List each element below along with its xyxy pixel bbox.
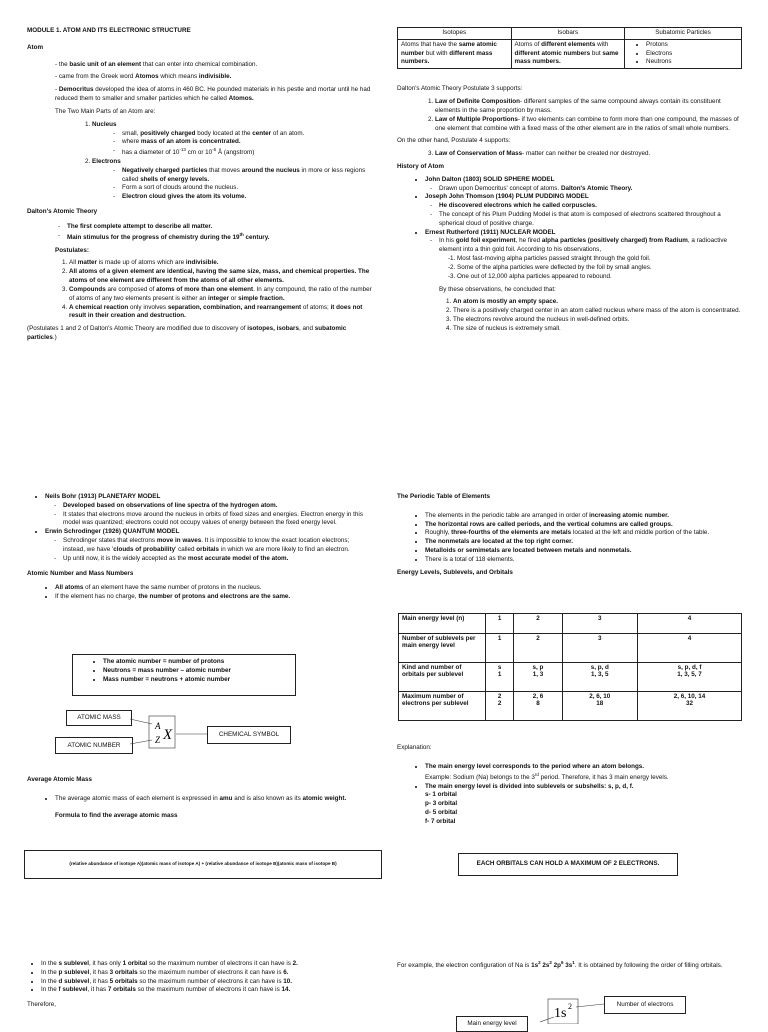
max-electrons-box: EACH ORBITALS CAN HOLD A MAXIMUM OF 2 ELECTRONS.	[458, 853, 678, 876]
page2-right-column	[397, 493, 742, 582]
postulates-list: 1. All matter is made up of atoms which are indivisible. 2. All atoms of a given element are identical, having the same size, mass, and chemical properties. The atoms of one element are different from the atoms of all other elements. 3. Compounds are composed of atoms of more than one element. In any compound, the ratio of the number of atoms of any two elements present is either an integer or simple fraction. 4. A chemical reaction only involves separation, combination, and rearrangement of atoms; it does not result in their creation and destruction.	[27, 259, 372, 321]
isobars-header: Isobars	[511, 28, 625, 40]
postulate3-intro: Dalton's Atomic Theory Postulate 3 supports:	[397, 85, 523, 93]
atomic-number-list: • All atoms of an element have the same number of protons in the nucleus. • If the element has no charge, the number of protons and electrons are the same.	[27, 584, 372, 602]
page1-left-column	[27, 27, 372, 347]
atomic-mass-label: ATOMIC MASS	[66, 710, 132, 726]
electrons-item: 2. Electrons - Negatively charged particles that moves around the nucleus in more or less regions called shells of energy levels. - Form a sort of clouds around the nucleus. - Electron cloud gives the atom its volume.	[92, 158, 372, 202]
dalton-heading: Dalton's Atomic Theory	[27, 208, 98, 216]
atom-parts-list	[27, 121, 372, 202]
module-title: MODULE 1. ATOM AND ITS ELECTRONIC STRUCTURE	[27, 27, 191, 34]
energy-levels-heading: Energy Levels, Sublevels, and Orbitals	[397, 568, 513, 576]
atomic-number-label: ATOMIC NUMBER	[55, 737, 133, 754]
isotopes-cell: Atoms that have the same atomic number but with different mass numbers.	[398, 39, 512, 68]
atomic-number-heading: Atomic Number and Mass Numbers	[27, 569, 134, 577]
average-mass-section	[27, 776, 372, 824]
atom-definition: - the basic unit of an element that can enter into chemical combination.	[55, 60, 258, 68]
energy-level-arrow	[540, 1017, 554, 1022]
isotopes-table	[397, 27, 742, 69]
conclusions-list: 1. An atom is mostly an empty space. 2. There is a positively charged center in an atom called nucleus where mass of the atom is concentrated. 3. The electrons revolve around the nucleus in well-defined orbits. 4. The size of nucleus is extremely small.	[397, 298, 742, 333]
number-of-electrons-label: Number of electrons	[604, 996, 686, 1014]
democritus-text: - Democritus developed the idea of atoms in 460 BC. He pounded materials in his pestle and mortar until he had reduced them to smaller and smaller particles which he called Atomos.	[55, 86, 371, 103]
models-list: • Neils Bohr (1913) PLANETARY MODEL - Developed based on observations of line spectra of the hydrogen atom. - It states that electrons move around the nucleus in orbits of fixed sizes and energies. Electron energy in this model was quantized; electrons could not occupy values of energy between the fixed energy level. • Erwin Schrodinger (1926) QUANTUM MODEL - Schrodinger states that electrons move in waves. It is impossible to know the exact location electrons; instead, we have 'clouds of probability' called orbitals in which we are more likely to find an electron. - Up until now, it is the widely accepted as the most accurate model of the atom.	[27, 493, 372, 564]
postulates-heading: Postulates:	[55, 246, 89, 254]
config-base: 1s	[554, 1006, 567, 1021]
element-symbol: X	[163, 727, 173, 743]
explanation-heading: Explanation:	[397, 744, 432, 751]
average-mass-formula-box: (relative abundance of isotope A)(atomic mass of isotope A) + (relative abundance of isotope B)(atomic mass of isotope B)	[24, 850, 382, 879]
therefore-text: Therefore,	[27, 1001, 57, 1009]
page3-left-column	[27, 960, 372, 1014]
mass-arrow	[130, 719, 152, 724]
energy-levels-table	[398, 613, 742, 721]
postulate4-intro: On the other hand, Postulate 4 supports:	[397, 137, 511, 145]
sublevel-list: • In the s sublevel, it has only 1 orbital so the maximum number of electrons it can have is 2. • In the p sublevel, it has 3 orbitals so the maximum number of electrons it can have is 6. • In the d sublevel, it has 5 orbitals so the maximum number of electrons it can have is 10. • In the f sublevel, it has 7 orbitals so the maximum number of electrons it can have is 14.	[27, 960, 372, 995]
explanation-list: • The main energy level corresponds to the period where an atom belongs. Example: Sodium (Na) belongs to the 3rd period. Therefore, it has 3 main energy levels. • The main energy level is divided into sublevels or subshells: s, p, d, f. s- 1 orbital p- 3 orbital d- 5 orbital f- 7 orbital	[397, 763, 742, 827]
atom-heading: Atom	[27, 43, 44, 51]
two-parts-intro: The Two Main Parts of an Atom are:	[55, 107, 156, 115]
number-arrow	[130, 740, 152, 744]
history-list: • John Dalton (1803) SOLID SPHERE MODEL - Drawn upon Democritus' concept of atoms. Dalton's Atomic Theory. • Joseph John Thomson (1904) PLUM PUDDING MODEL - He discovered electrons which he called corpuscles. - The concept of his Plum Pudding Model is that atom is composed of electrons scattered throughout a spherical cloud of positive charge. • Ernest Rutherford (1911) NUCLEAR MODEL - In his gold foil experiment, he fired alpha particles (positively charged) from Radium, a radioactive element into a thin gold foil. According to his observations, - 1. Most fast-moving alpha particles passed straight through the gold foil. - 2. Some of the alpha particles were deflected by the foil by small angles. - 3. One out of 12,000 alpha particles appeared to rebound.	[397, 176, 742, 282]
history-heading: History of Atom	[397, 162, 444, 170]
chemical-symbol-label: CHEMICAL SYMBOL	[207, 726, 291, 744]
average-mass-list: • The average atomic mass of each element is expressed in amu and is also known as its atomic weight.	[27, 795, 372, 804]
atomic-number-formula-box: • The atomic number = number of protons • Neutrons = mass number – atomic number • Mass number = neutrons + atomic number	[72, 654, 296, 696]
table-row: Main energy level (n) 1 2 3 4	[399, 614, 742, 634]
dalton-points: - The first complete attempt to describe all matter. - Main stimulus for the progress of chemistry during the 19th century.	[27, 223, 372, 243]
table-row: Number of sublevels per main energy level 1 2 3 4	[399, 634, 742, 663]
electron-config-text: For example, the electron configuration of Na is $1s^2$ $2s^2$ $2p^6$ $3s^1$. It is obtained by following the order of filling orbitals.	[397, 960, 723, 970]
page1-right-column	[397, 27, 742, 338]
laws-list: 1. Law of Definite Composition- different samples of the same compound always contain its constituent elements in the same proportion by mass. 2. Law of Multiple Proportions- if two elements can combine to form more than one compound, the masses of one element that combine with a fixed mass of the other element are in the ratios of small whole numbers.	[397, 98, 742, 133]
page3-right-column	[397, 960, 742, 975]
periodic-table-list: • The elements in the periodic table are arranged in order of increasing atomic number. • The horizontal rows are called periods, and the vertical columns are called groups. • Roughly, three-fourths of the elements are metals located at the left and middle portion of the table. • The nonmetals are located at the top right corner. • Metalloids or semimetals are located between metals and nonmetals. • There is a total of 118 elements.	[397, 512, 742, 565]
nuclide-notation-diagram	[130, 712, 210, 752]
explanation-section	[397, 744, 742, 831]
config-superscript: 2	[568, 1002, 572, 1011]
page2-left-column	[27, 493, 372, 606]
main-energy-level-label: Main energy level	[456, 1016, 528, 1032]
electrons-arrow	[576, 1004, 604, 1007]
table-row: Maximum number of electrons per sublevel 2 2 2, 6 8 2, 6, 10 18 2, 6, 10, 14 32	[399, 692, 742, 721]
atom-origin: - came from the Greek word Atomos which means indivisible.	[55, 73, 232, 81]
periodic-table-heading: The Periodic Table of Elements	[397, 493, 490, 500]
particles-header: Subatomic Particles	[625, 28, 742, 40]
electron-config-diagram	[540, 995, 606, 1024]
postulate-note: (Postulates 1 and 2 of Dalton's Atomic Theory are modified due to discovery of isotopes, isobars, and subatomic particles.)	[27, 325, 347, 341]
nucleus-item: 1. Nucleus - small, positively charged body located at the center of an atom. - where mass of an atom is concentrated. - has a diameter of $10^{-13}$ cm or $10^{-5}$ Å (angstrom)	[92, 121, 372, 158]
concluded-intro: By these observations, he concluded that:	[439, 285, 556, 293]
isobars-cell: Atoms of different elements with different atomic numbers but same mass numbers.	[511, 39, 625, 68]
atomic-number-sub: Z	[155, 735, 161, 745]
law3-list: 3. Law of Conservation of Mass- matter can neither be created nor destroyed.	[397, 150, 742, 159]
particles-cell: • Protons • Electrons • Neutrons	[625, 39, 742, 68]
formula-title: Formula to find the average atomic mass	[55, 811, 178, 819]
mass-number-sup: A	[155, 721, 161, 731]
isotopes-header: Isotopes	[398, 28, 512, 40]
table-row: Kind and number of orbitals per sublevel s 1 s, p 1, 3 s, p, d 1, 3, 5 s, p, d, f 1, 3, 5, 7	[399, 663, 742, 692]
average-mass-heading: Average Atomic Mass	[27, 776, 92, 783]
